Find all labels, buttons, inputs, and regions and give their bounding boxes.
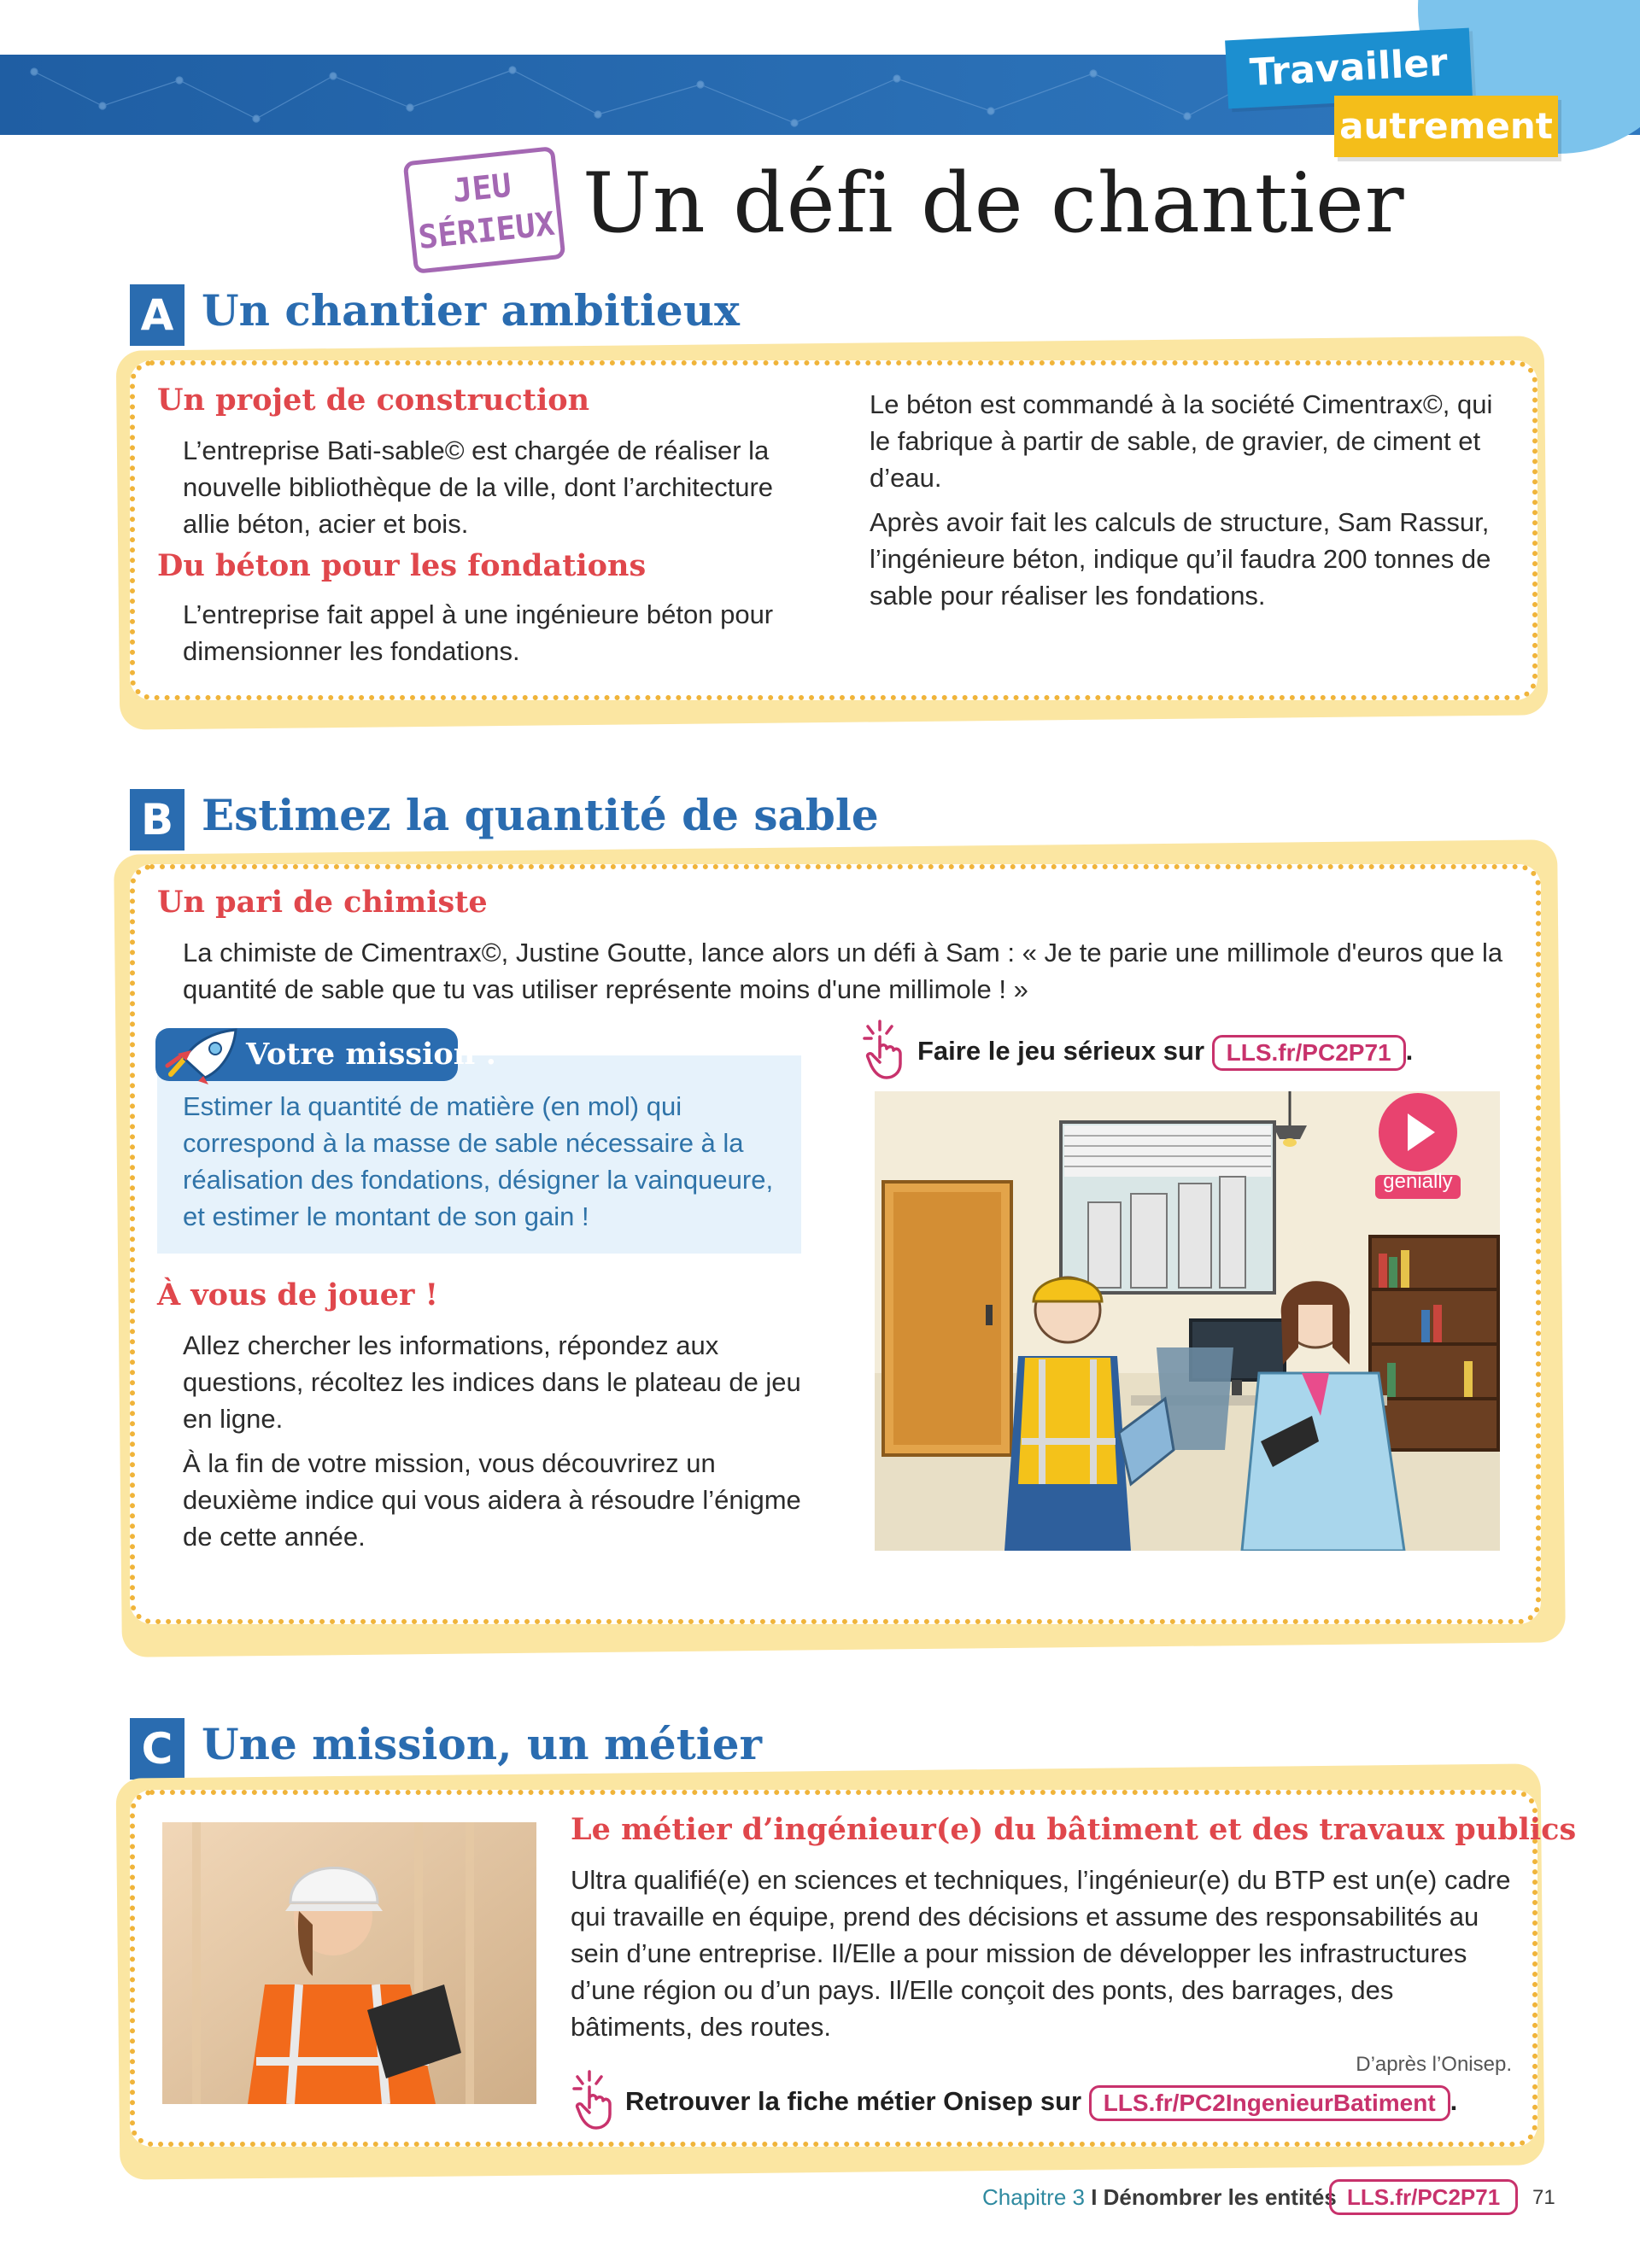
section-a-letter: A xyxy=(130,284,184,346)
footer-chapter: Chapitre 3 I Dénombrer les entités xyxy=(982,2184,1337,2210)
onisep-link-line xyxy=(625,2085,1457,2121)
footer-chapter-number: Chapitre 3 xyxy=(982,2184,1085,2210)
footer-link[interactable]: LLS.fr/PC2P71 xyxy=(1329,2179,1518,2215)
section-c-letter: C xyxy=(130,1718,184,1780)
genially-label: genially xyxy=(1383,1170,1453,1193)
section-b-sub2: À vous de jouer ! xyxy=(157,1277,438,1312)
section-a-title: Un chantier ambitieux xyxy=(202,285,740,336)
footer-chapter-title: Dénombrer les entités xyxy=(1103,2184,1337,2210)
tap-hand-icon xyxy=(861,1018,916,1079)
game-link-suffix: . xyxy=(1405,1036,1414,1067)
section-b-letter: B xyxy=(130,789,184,850)
section-a-right1: Le béton est commandé à la société Cimentrax©, qui le fabrique à partir de sable, de gravier, de ciment et d’eau. xyxy=(870,389,1493,493)
section-c-text: Ultra qualifié(e) en sciences et techniques, l’ingénieur(e) du BTP est un(e) cadre qui travaille en équipe, prend des décisions et assume des responsabilités au sein d’une entreprise. Il/Elle a pour mission de développer les infrastructures d’une région ou d’un pays. Il/Elle conçoit des ponts, des barrages, des bâtiments, des routes. xyxy=(571,1865,1511,2042)
section-c-title: Une mission, un métier xyxy=(202,1719,762,1769)
badge-line1: JEU xyxy=(450,166,513,210)
jeu-serieux-badge xyxy=(403,146,566,274)
section-a-text2: L’entreprise fait appel à une ingénieure béton pour dimensionner les fondations. xyxy=(183,599,774,666)
section-a-text1: L’entreprise Bati-sable© est chargée de réaliser la nouvelle bibliothèque de la ville, dont l’architecture allie béton, acier et bois. xyxy=(183,435,774,539)
page-title: Un défi de chantier xyxy=(583,155,1405,251)
section-b-title: Estimez la quantité de sable xyxy=(202,790,879,840)
game-link-line xyxy=(917,1035,1413,1071)
section-c-sub1: Le métier d’ingénieur(e) du bâtiment et des travaux publics xyxy=(571,1812,1577,1847)
game-link-prefix: Faire le jeu sérieux sur xyxy=(917,1036,1205,1067)
section-b-intro: La chimiste de Cimentrax©, Justine Goutte, lance alors un défi à Sam : « Je te parie une millimole d'euros que la quantité de sable que tu vas utiliser représente moins d'une millimole ! » xyxy=(183,938,1503,1004)
onisep-link-prefix: Retrouver la fiche métier Onisep sur xyxy=(625,2086,1082,2117)
section-a-sub1: Un projet de construction xyxy=(157,383,590,418)
section-b-sub1: Un pari de chimiste xyxy=(157,885,488,920)
game-link[interactable]: LLS.fr/PC2P71 xyxy=(1212,1035,1406,1071)
engineer-photo xyxy=(162,1822,536,2104)
section-a-right2: Après avoir fait les calculs de structure, Sam Rassur, l’ingénieure béton, indique qu’il faudra 200 tonnes de sable pour réaliser les fondations. xyxy=(870,507,1491,611)
rocket-icon xyxy=(161,1025,243,1086)
badge-line2: SÉRIEUX xyxy=(416,204,557,257)
page-number: 71 xyxy=(1532,2186,1555,2209)
mission-label: Votre mission : xyxy=(246,1037,497,1072)
tap-hand-icon xyxy=(571,2068,625,2130)
tag-travailler: Travailler xyxy=(1225,28,1473,109)
section-b-play2: À la fin de votre mission, vous découvrirez un deuxième indice qui vous aidera à résoudre l’énigme de cette année. xyxy=(183,1448,801,1552)
tag-autrement: autrement xyxy=(1334,96,1558,157)
onisep-link-suffix: . xyxy=(1450,2086,1458,2117)
mission-text: Estimer la quantité de matière (en mol) qui correspond à la masse de sable nécessaire à la réalisation des fondations, désigner la vainqueure, et estimer le montant de son gain ! xyxy=(183,1091,774,1231)
section-b-play1: Allez chercher les informations, répondez aux questions, récoltez les indices dans le plateau de jeu en ligne. xyxy=(183,1330,801,1434)
section-a-sub2: Du béton pour les fondations xyxy=(157,548,647,583)
source-note: D’après l’Onisep. xyxy=(1356,2053,1512,2076)
onisep-link[interactable]: LLS.fr/PC2IngenieurBatiment xyxy=(1089,2085,1450,2121)
